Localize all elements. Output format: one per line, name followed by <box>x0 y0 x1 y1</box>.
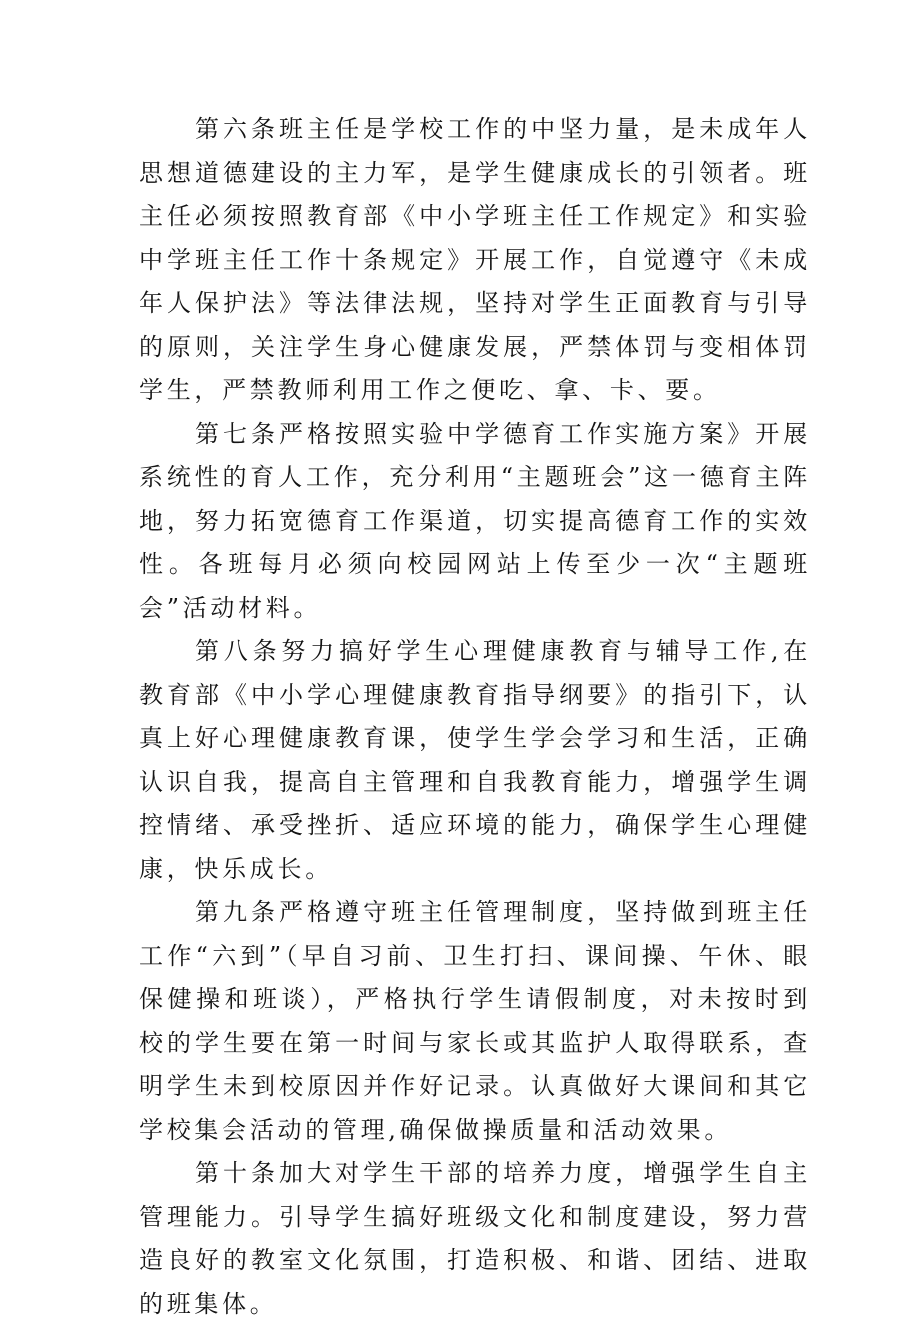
paragraph-article-7: 第七条严格按照实验中学德育工作实施方案》开展系统性的育人工作，充分利用“主题班会”这一德育主阵地，努力拓宽德育工作渠道，切实提高德育工作的实效性。各班每月必须向校园网站上传至少一次“主题班会”活动材料。 <box>139 419 811 622</box>
paragraph-article-8: 第八条努力搞好学生心理健康教育与辅导工作,在教育部《中小学心理健康教育指导纲要》的指引下，认真上好心理健康教育课，使学生学会学习和生活，正确认识自我，提高自主管理和自我教育能力，增强学生调控情绪、承受挫折、适应环境的能力，确保学生心理健康，快乐成长。 <box>139 637 811 883</box>
document-body <box>139 108 811 1326</box>
paragraph-article-10: 第十条加大对学生干部的培养力度，增强学生自主管理能力。引导学生搞好班级文化和制度建设，努力营造良好的教室文化氛围，打造积极、和谐、团结、进取的班集体。 <box>139 1159 811 1318</box>
paragraph-article-9: 第九条严格遵守班主任管理制度，坚持做到班主任工作“六到”（早自习前、卫生打扫、课间操、午休、眼保健操和班谈），严格执行学生请假制度，对未按时到校的学生要在第一时间与家长或其监护人取得联系，查明学生未到校原因并作好记录。认真做好大课间和其它学校集会活动的管理,确保做操质量和活动效果。 <box>139 898 811 1144</box>
paragraph-article-6: 第六条班主任是学校工作的中坚力量，是未成年人思想道德建设的主力军，是学生健康成长的引领者。班主任必须按照教育部《中小学班主任工作规定》和实验中学班主任工作十条规定》开展工作，自觉遵守《未成年人保护法》等法律法规，坚持对学生正面教育与引导的原则，关注学生身心健康发展，严禁体罚与变相体罚学生，严禁教师利用工作之便吃、拿、卡、要。 <box>139 115 811 404</box>
